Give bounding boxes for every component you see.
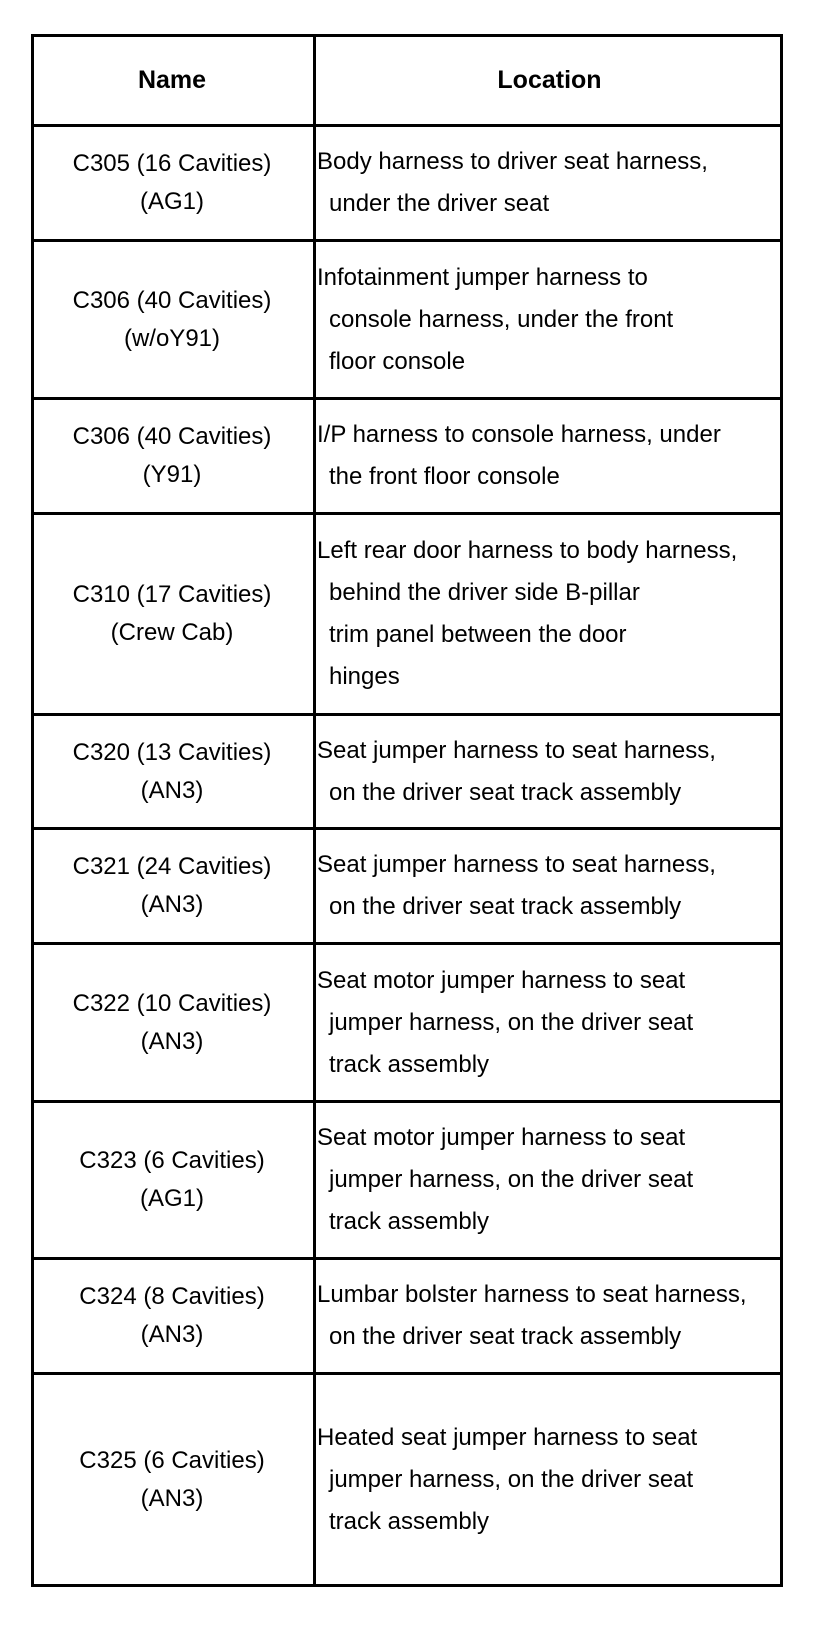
row-divider (31, 1257, 783, 1260)
row-location-cell (317, 716, 783, 827)
connector-name-line: C322 (10 Cavities) (72, 989, 272, 1017)
connector-name-line: (AN3) (140, 776, 204, 804)
row-location-cell (317, 242, 783, 397)
location-line: Heated seat jumper harness to seat (317, 1423, 698, 1451)
row-location-cell (317, 830, 783, 942)
connector-name-line: C306 (40 Cavities) (72, 423, 272, 450)
location-line: jumper harness, on the driver seat (329, 1166, 694, 1193)
row-divider (31, 1584, 783, 1587)
row-divider (31, 397, 783, 400)
location-line: on the driver seat track assembly (329, 1323, 682, 1350)
connector-name-line: (AG1) (139, 188, 204, 215)
location-line: Seat jumper harness to seat harness, (317, 736, 716, 764)
connector-name-line: C321 (24 Cavities) (72, 853, 272, 880)
row-name-cell (31, 515, 313, 713)
location-line: on the driver seat track assembly (329, 893, 682, 920)
location-line: floor console (329, 347, 466, 375)
location-line: hinges (329, 663, 400, 690)
location-line: Seat jumper harness to seat harness, (317, 851, 716, 878)
location-line: Lumbar bolster harness to seat harness, (317, 1281, 747, 1308)
column-divider (31, 34, 34, 1587)
row-divider (31, 512, 783, 515)
row-name-cell (31, 1375, 313, 1584)
row-name-cell (31, 242, 313, 397)
location-line: track assembly (329, 1208, 490, 1235)
location-line: console harness, under the front (329, 305, 674, 333)
connector-name-line: C324 (8 Cavities) (79, 1283, 265, 1310)
row-name-cell (31, 1260, 313, 1372)
location-line: jumper harness, on the driver seat (329, 1008, 694, 1036)
location-line: I/P harness to console harness, under (317, 421, 721, 448)
row-divider (31, 942, 783, 945)
row-name-cell (31, 716, 313, 827)
row-divider (31, 1100, 783, 1103)
location-line: on the driver seat track assembly (329, 778, 682, 806)
row-name-cell (31, 127, 313, 239)
connector-name-line: (AN3) (140, 1321, 204, 1348)
row-location-cell (317, 400, 783, 512)
connector-name-line: (Crew Cab) (110, 619, 234, 646)
row-divider (31, 239, 783, 242)
location-line: Body harness to driver seat harness, (317, 148, 708, 175)
row-divider (31, 124, 783, 127)
connector-name-line: (AG1) (139, 1185, 204, 1212)
location-line: Left rear door harness to body harness, (317, 537, 738, 564)
location-line: Seat motor jumper harness to seat (317, 966, 686, 994)
connector-name-line: C325 (6 Cavities) (79, 1446, 265, 1474)
connector-name-line: C306 (40 Cavities) (72, 286, 272, 314)
row-name-cell (31, 1103, 313, 1257)
row-divider (31, 713, 783, 716)
row-name-cell (31, 830, 313, 942)
connector-name-line: (AN3) (140, 891, 204, 918)
location-line: track assembly (329, 1507, 490, 1535)
row-location-cell (317, 1260, 783, 1372)
location-line: Infotainment jumper harness to (317, 263, 648, 291)
location-line: behind the driver side B-pillar (329, 579, 640, 606)
row-divider (31, 827, 783, 830)
column-divider (780, 34, 783, 1587)
location-line: track assembly (329, 1050, 490, 1078)
row-divider (31, 34, 783, 37)
connector-name-line: C305 (16 Cavities) (72, 150, 272, 177)
connector-name-line: (AN3) (140, 1027, 204, 1055)
connector-name-line: C310 (17 Cavities) (72, 581, 272, 608)
location-line: trim panel between the door (329, 621, 627, 648)
row-name-cell (31, 400, 313, 512)
row-location-cell (317, 1375, 783, 1584)
row-divider (31, 1372, 783, 1375)
connector-name-line: C323 (6 Cavities) (79, 1147, 265, 1174)
column-divider (313, 34, 316, 1587)
row-location-cell (317, 945, 783, 1100)
location-line: the front floor console (329, 463, 560, 490)
header-location: Location (497, 66, 602, 94)
location-line: jumper harness, on the driver seat (329, 1465, 694, 1493)
row-location-cell (317, 1103, 783, 1257)
location-line: Seat motor jumper harness to seat (317, 1124, 686, 1151)
connector-name-line: (AN3) (140, 1484, 204, 1512)
connector-name-line: C320 (13 Cavities) (72, 738, 272, 766)
row-location-cell (317, 127, 783, 239)
connector-name-line: (Y91) (142, 461, 202, 488)
row-name-cell (31, 945, 313, 1100)
connector-name-line: (w/oY91) (123, 324, 221, 352)
location-line: under the driver seat (329, 190, 550, 217)
row-location-cell (317, 515, 783, 713)
header-name: Name (137, 66, 207, 94)
connector-table (31, 34, 783, 1587)
